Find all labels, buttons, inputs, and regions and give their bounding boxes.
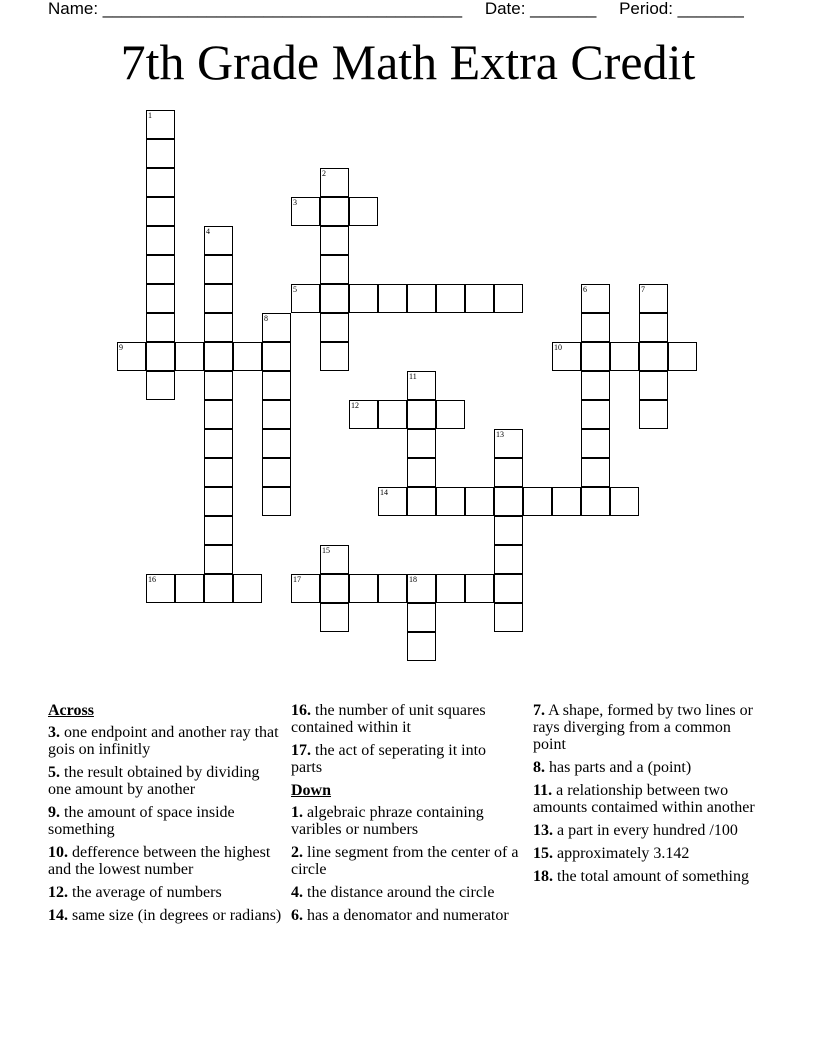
down-clue: [533, 845, 763, 862]
cell-number: 3: [293, 198, 297, 207]
cell-number: 1: [148, 111, 152, 120]
grid-cell[interactable]: [320, 313, 349, 342]
grid-cell[interactable]: [146, 110, 175, 139]
clue-number: 11.: [533, 782, 553, 799]
grid-cell[interactable]: [436, 400, 465, 429]
grid-cell[interactable]: [581, 284, 610, 313]
grid-cell[interactable]: [639, 313, 668, 342]
grid-cell[interactable]: [204, 429, 233, 458]
grid-cell[interactable]: [204, 400, 233, 429]
grid-cell[interactable]: [581, 342, 610, 371]
down-clue: [533, 702, 763, 753]
clue-text: the act of seperating it into parts: [291, 742, 487, 776]
grid-cell[interactable]: [639, 284, 668, 313]
clue-number: 15.: [533, 845, 553, 862]
cell-number: 11: [409, 372, 417, 381]
grid-cell[interactable]: [146, 168, 175, 197]
clue-text: the distance around the circle: [303, 884, 495, 901]
grid-cell[interactable]: [465, 487, 494, 516]
down-clue: [291, 804, 521, 838]
grid-cell[interactable]: [407, 632, 436, 661]
grid-cell[interactable]: [291, 574, 320, 603]
grid-cell[interactable]: [233, 574, 262, 603]
grid-cell[interactable]: [349, 574, 378, 603]
cell-number: 13: [496, 430, 504, 439]
clue-text: the average of numbers: [68, 884, 222, 901]
down-clue: [533, 782, 763, 816]
grid-cell[interactable]: [436, 284, 465, 313]
down-clue: [291, 907, 521, 924]
clue-number: 8.: [533, 759, 545, 776]
grid-cell[interactable]: [494, 458, 523, 487]
grid-cell[interactable]: [320, 284, 349, 313]
clue-text: line segment from the center of a circle: [291, 844, 519, 878]
across-clue: [48, 724, 283, 758]
grid-cell[interactable]: [204, 458, 233, 487]
grid-cell[interactable]: [349, 197, 378, 226]
grid-cell[interactable]: [494, 545, 523, 574]
page-title: 7th Grade Math Extra Credit: [120, 34, 696, 90]
clue-text: defference between the highest and the lowest number: [48, 844, 271, 878]
clue-text: the number of unit squares contained within it: [291, 702, 486, 736]
cell-number: 7: [641, 285, 645, 294]
grid-cell[interactable]: [262, 400, 291, 429]
grid-cell[interactable]: [407, 371, 436, 400]
across-clue: [291, 742, 521, 776]
clue-number: 4.: [291, 884, 303, 901]
grid-cell[interactable]: [436, 487, 465, 516]
grid-cell[interactable]: [494, 516, 523, 545]
cell-number: 16: [148, 575, 156, 584]
grid-cell[interactable]: [262, 487, 291, 516]
date-field[interactable]: Date: _______: [484, 0, 597, 18]
grid-cell[interactable]: [494, 284, 523, 313]
grid-cell[interactable]: [204, 255, 233, 284]
grid-cell[interactable]: [668, 342, 697, 371]
across-clue: [48, 907, 283, 924]
clue-text: has a denomator and numerator: [303, 907, 509, 924]
grid-cell[interactable]: [407, 429, 436, 458]
grid-cell[interactable]: [494, 603, 523, 632]
clue-text: the total amount of something: [553, 868, 749, 885]
cell-number: 15: [322, 546, 330, 555]
clue-column-3: [533, 702, 763, 891]
clue-text: same size (in degrees or radians): [68, 907, 282, 924]
grid-cell[interactable]: [204, 574, 233, 603]
clue-number: 18.: [533, 868, 553, 885]
grid-cell[interactable]: [465, 574, 494, 603]
grid-cell[interactable]: [146, 371, 175, 400]
grid-cell[interactable]: [146, 197, 175, 226]
grid-cell[interactable]: [175, 342, 204, 371]
grid-cell[interactable]: [523, 487, 552, 516]
grid-cell[interactable]: [552, 487, 581, 516]
clue-number: 3.: [48, 724, 60, 741]
grid-cell[interactable]: [349, 284, 378, 313]
clue-number: 12.: [48, 884, 68, 901]
grid-cell[interactable]: [581, 458, 610, 487]
grid-cell[interactable]: [204, 342, 233, 371]
cell-number: 6: [583, 285, 587, 294]
clue-number: 6.: [291, 907, 303, 924]
grid-cell[interactable]: [378, 400, 407, 429]
cell-number: 9: [119, 343, 123, 352]
clue-number: 13.: [533, 822, 553, 839]
grid-cell[interactable]: [146, 342, 175, 371]
grid-cell[interactable]: [407, 574, 436, 603]
grid-cell[interactable]: [639, 342, 668, 371]
grid-cell[interactable]: [146, 284, 175, 313]
across-clue: [48, 884, 283, 901]
grid-cell[interactable]: [320, 255, 349, 284]
clue-column-2: [291, 702, 521, 930]
cell-number: 4: [206, 227, 210, 236]
clue-text: a relationship between two amounts contaimed within another: [533, 782, 755, 816]
grid-cell[interactable]: [262, 458, 291, 487]
grid-cell[interactable]: [204, 226, 233, 255]
cell-number: 2: [322, 169, 326, 178]
clue-text: A shape, formed by two lines or rays diverging from a common point: [533, 702, 753, 753]
grid-cell[interactable]: [320, 603, 349, 632]
grid-cell[interactable]: [262, 313, 291, 342]
grid-cell[interactable]: [639, 371, 668, 400]
cell-number: 10: [554, 343, 562, 352]
down-clue: [533, 822, 763, 839]
clue-number: 16.: [291, 702, 311, 719]
grid-cell[interactable]: [610, 342, 639, 371]
grid-cell[interactable]: [146, 255, 175, 284]
period-field[interactable]: Period: _______: [619, 0, 744, 18]
down-clue: [533, 759, 763, 776]
grid-cell[interactable]: [465, 284, 494, 313]
grid-cell[interactable]: [146, 139, 175, 168]
grid-cell[interactable]: [320, 168, 349, 197]
grid-cell[interactable]: [262, 371, 291, 400]
grid-cell[interactable]: [407, 284, 436, 313]
cell-number: 17: [293, 575, 301, 584]
clue-number: 1.: [291, 804, 303, 821]
grid-cell[interactable]: [233, 342, 262, 371]
grid-cell[interactable]: [320, 545, 349, 574]
grid-cell[interactable]: [436, 574, 465, 603]
grid-cell[interactable]: [494, 574, 523, 603]
grid-cell[interactable]: [204, 371, 233, 400]
grid-cell[interactable]: [320, 574, 349, 603]
grid-cell[interactable]: [407, 400, 436, 429]
clue-text: has parts and a (point): [545, 759, 692, 776]
clue-number: 17.: [291, 742, 311, 759]
cell-number: 5: [293, 285, 297, 294]
grid-cell[interactable]: [146, 226, 175, 255]
grid-cell[interactable]: [378, 574, 407, 603]
grid-cell[interactable]: [581, 487, 610, 516]
grid-cell[interactable]: [320, 197, 349, 226]
cell-number: 12: [351, 401, 359, 410]
clue-number: 7.: [533, 702, 545, 719]
grid-cell[interactable]: [146, 313, 175, 342]
clue-text: the result obtained by dividing one amount by another: [48, 764, 260, 798]
across-heading: Across: [48, 702, 94, 719]
grid-cell[interactable]: [407, 458, 436, 487]
cell-number: 18: [409, 575, 417, 584]
grid-cell[interactable]: [262, 429, 291, 458]
down-clue: [533, 868, 763, 885]
clue-text: a part in every hundred /100: [553, 822, 738, 839]
grid-cell[interactable]: [320, 342, 349, 371]
grid-cell[interactable]: [175, 574, 204, 603]
grid-cell[interactable]: [407, 487, 436, 516]
cell-number: 14: [380, 488, 388, 497]
clue-text: one endpoint and another ray that gois on infinitly: [48, 724, 279, 758]
grid-cell[interactable]: [204, 313, 233, 342]
name-field[interactable]: Name: ______________________________________: [48, 0, 463, 18]
grid-cell[interactable]: [291, 284, 320, 313]
grid-cell[interactable]: [639, 400, 668, 429]
grid-cell[interactable]: [378, 487, 407, 516]
grid-cell[interactable]: [204, 487, 233, 516]
across-clue: [291, 702, 521, 736]
grid-cell[interactable]: [378, 284, 407, 313]
grid-cell[interactable]: [146, 574, 175, 603]
grid-cell[interactable]: [552, 342, 581, 371]
grid-cell[interactable]: [204, 545, 233, 574]
clue-column-1: [48, 702, 283, 930]
grid-cell[interactable]: [581, 400, 610, 429]
clue-text: approximately 3.142: [553, 845, 690, 862]
grid-cell[interactable]: [320, 226, 349, 255]
clue-number: 9.: [48, 804, 60, 821]
clue-text: the amount of space inside something: [48, 804, 235, 838]
clue-number: 2.: [291, 844, 303, 861]
grid-cell[interactable]: [204, 284, 233, 313]
grid-cell[interactable]: [291, 197, 320, 226]
grid-cell[interactable]: [407, 603, 436, 632]
grid-cell[interactable]: [581, 429, 610, 458]
down-heading: Down: [291, 782, 332, 799]
across-clue: [48, 804, 283, 838]
grid-cell[interactable]: [610, 487, 639, 516]
grid-cell[interactable]: [117, 342, 146, 371]
down-clue: [291, 844, 521, 878]
grid-cell[interactable]: [494, 429, 523, 458]
grid-cell[interactable]: [581, 371, 610, 400]
down-clue: [291, 884, 521, 901]
across-clue: [48, 764, 283, 798]
across-clue: [48, 844, 283, 878]
clue-number: 14.: [48, 907, 68, 924]
clue-number: 10.: [48, 844, 68, 861]
clue-number: 5.: [48, 764, 60, 781]
grid-cell[interactable]: [581, 313, 610, 342]
grid-cell[interactable]: [262, 342, 291, 371]
grid-cell[interactable]: [349, 400, 378, 429]
cell-number: 8: [264, 314, 268, 323]
grid-cell[interactable]: [204, 516, 233, 545]
grid-cell[interactable]: [494, 487, 523, 516]
clue-text: algebraic phraze containing varibles or numbers: [291, 804, 484, 838]
